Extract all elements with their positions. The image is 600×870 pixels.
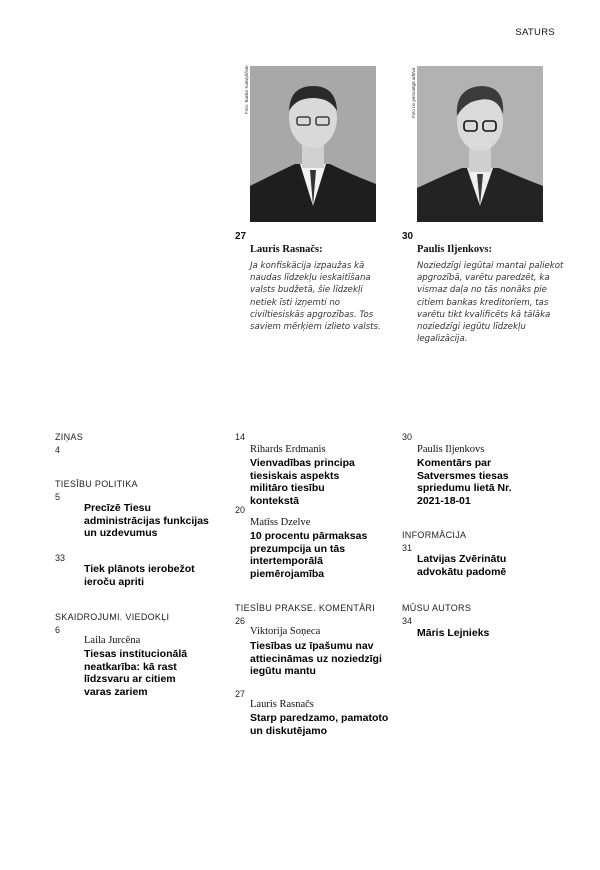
portrait-image [417, 66, 543, 222]
toc-article-link[interactable]: Latvijas Zvērinātu advokātu padomē [417, 553, 507, 578]
toc-page-number: 20 [235, 505, 246, 515]
toc-page-number: 33 [55, 553, 66, 563]
toc-article-link[interactable]: Tiesības uz īpašumu nav attiecināmas uz noziedzīgi iegūtu mantu [250, 640, 382, 678]
portrait-image [250, 66, 376, 222]
toc-author: Matīss Dzelve [250, 517, 311, 528]
section-header-informacija: INFORMĀCIJA [402, 530, 467, 540]
section-header-musu-autors: MŪSU AUTORS [402, 603, 472, 613]
toc-article-link[interactable]: Māris Lejnieks [417, 627, 490, 639]
toc-author: Laila Jurcēna [84, 635, 141, 646]
toc-article-link[interactable]: Tiesas institucionālā neatkarība: kā rast līdzsvaru ar citiem varas zariem [84, 648, 188, 698]
toc-article-link[interactable]: Tiek plānots ierobežot ieroču apriti [84, 563, 195, 588]
toc-article-link[interactable]: Starp paredzamo, pamatoto un diskutējamo [250, 712, 389, 737]
toc-article-link[interactable]: Vienvadības principa tiesiskais aspekts militāro tiesību kontekstā [250, 457, 355, 507]
toc-page-number: 34 [402, 616, 413, 626]
portrait-photo-iljenkovs [411, 66, 543, 222]
toc-page-number: 6 [55, 625, 61, 635]
page-section-title: SATURS [515, 27, 555, 38]
toc-article-link[interactable]: Komentārs par Satversmes tiesas spriedumu lietā Nr. 2021-18-01 [417, 457, 512, 507]
toc-author: Rihards Erdmanis [250, 444, 326, 455]
toc-page-number: 14 [235, 432, 246, 442]
section-header-tiesibu-politika: TIESĪBU POLITIKA [55, 479, 138, 489]
feature-quote: Noziedzīgi iegūtai mantai paliekot apgrozībā, varētu paredzēt, ka vismaz daļa no tās nonāks pie citiem bankas kreditoriem, tas varētu tikt kvalificēts kā tālāka noziedzīgi iegūtu līdzekļu legalizācija. [417, 261, 564, 345]
feature-page-number: 30 [402, 231, 414, 242]
toc-page-number: 27 [235, 689, 246, 699]
toc-author: Paulis Iljenkovs [417, 444, 485, 455]
photo-credit: Foto: Banko Kalniņš/lsm [244, 65, 249, 114]
portrait-photo-rasnacs [244, 65, 376, 222]
toc-page-number: 31 [402, 543, 413, 553]
toc-page-number: 30 [402, 432, 413, 442]
feature-page-number: 27 [235, 231, 247, 242]
feature-quote: Ja konfiskācija izpaužas kā naudas līdzekļu ieskaitīšana valsts budžetā, šie līdzekļi netiek īsti izņemti no civiltiesiskās apgrozības. Tos saviem mērķiem izlieto valsts. [250, 261, 381, 333]
toc-page-number: 26 [235, 616, 246, 626]
toc-author: Viktorija Soņeca [250, 626, 321, 637]
toc-page-number: 4 [55, 445, 61, 455]
toc-article-link[interactable]: 10 procentu pārmaksas prezumpcija un tās intertemporālā piemērojamība [250, 530, 368, 580]
section-header-tiesibu-prakse: TIESĪBU PRAKSE. KOMENTĀRI [235, 603, 376, 613]
photo-credit: Foto no personīgā arhīva [411, 67, 416, 118]
section-header-zinas: ZIŅAS [55, 432, 84, 442]
toc-author: Lauris Rasnačs [250, 699, 314, 710]
toc-article-link[interactable]: Precīzē Tiesu administrācijas funkcijas un uzdevumus [84, 502, 209, 540]
feature-author-name: Paulis Iljenkovs: [417, 244, 492, 255]
toc-page-number: 5 [55, 492, 61, 502]
section-header-skaidrojumi: SKAIDROJUMI. VIEDOKĻI [55, 612, 170, 622]
feature-author-name: Lauris Rasnačs: [250, 244, 323, 255]
